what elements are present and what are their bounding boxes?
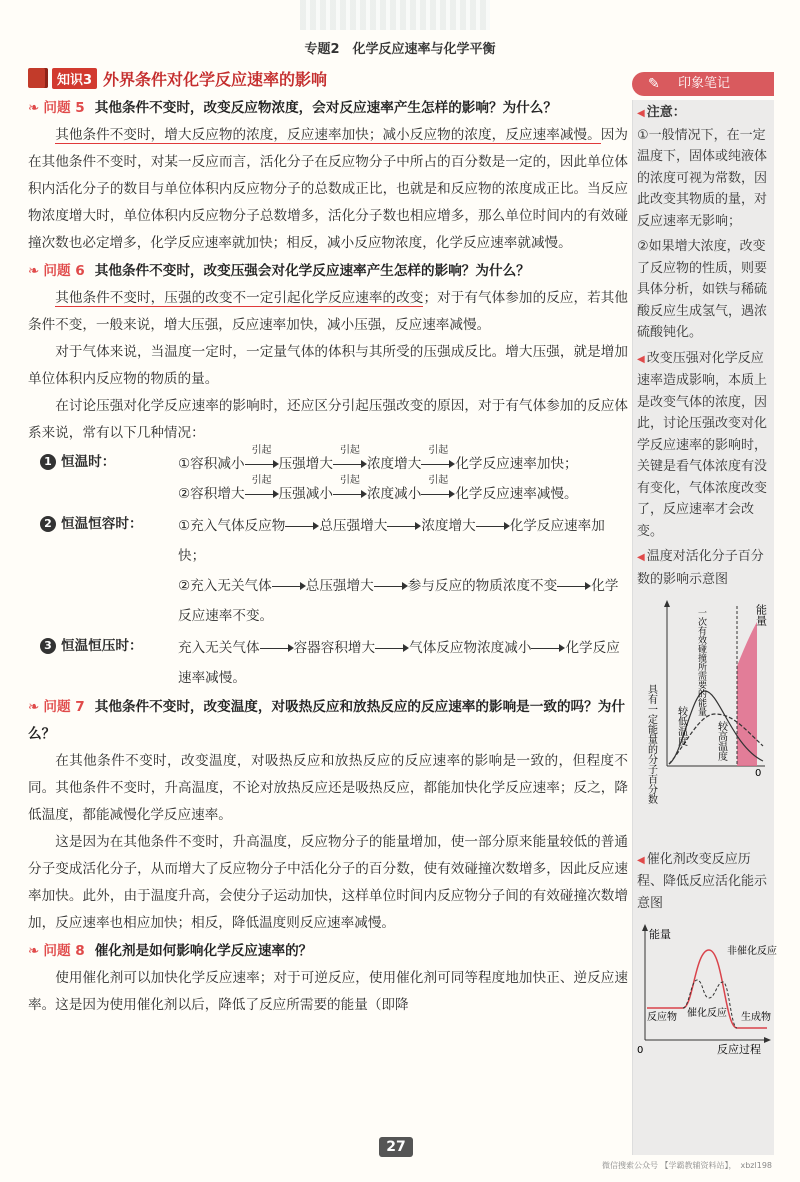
answer-5: 其他条件不变时，增大反应物的浓度，反应速率加快；减小反应物的浓度，反应速率减慢。因为在其他条件不变时，对某一反应而言，活化分子在反应物分子中所占的百分数是一定的，因此单位体积内活化分子的数目与单位体积内反应物分子的总数成正比，也就是和反应物的浓度成正比。当反应物浓度增大时，单位体积内反应物分子总数增多，活化分子数也相应增多，那么单位时间内的有效碰撞次数也必定增多，化学反应速率就加快；相反，减小反应物浓度，化学反应速率就减慢。 bbox=[28, 127, 628, 251]
answer-8-p1: 使用催化剂可以加快化学反应速率；对于可逆反应，使用催化剂可同等程度地加快正、逆反应速率。这是因为使用催化剂以后，降低了反应所需要的能量（即降 bbox=[28, 970, 628, 1013]
fig2-reactant: 反应物 bbox=[647, 1012, 677, 1023]
fig2-origin: 0 bbox=[637, 1045, 644, 1056]
fig1-low-t: 较低温度 bbox=[675, 706, 687, 746]
fig2-ylabel: 能量 bbox=[649, 928, 671, 941]
fig2-caption: ◀ 催化剂改变反应历程、降低反应活化能示意图 bbox=[637, 851, 768, 911]
catalyst-energy-figure bbox=[637, 920, 777, 1056]
fig1-ylabel: 具有一定能量的分子百分数 bbox=[645, 684, 657, 804]
fig1-high-t: 较高温度 bbox=[715, 721, 727, 761]
question-8: ❧ 问题 8 催化剂是如何影响化学反应速率的？ bbox=[28, 943, 313, 959]
answer-6-p2: 对于气体来说，当温度一定时，一定量气体的体积与其所受的压强成反比。增大压强，就是增加单位体积内反应物的物质的量。 bbox=[28, 344, 628, 387]
answer-7-p2: 这是因为在其他条件不变时，升高温度，反应物分子的能量增加，使一部分原来能量较低的普通分子变成活化分子，从而增大了反应物分子中活化分子的百分数，使有效碰撞次数增多，因此反应速率加快。此外，由于温度升高，会使分子运动加快，这样单位时间内反应物分子间的有效碰撞次数增加，反应速率也相应加快；相反，降低温度则反应速率减慢。 bbox=[28, 834, 628, 931]
note-2: ②如果增大浓度，改变了反应物的性质，则要具体分析，如铁与稀硫酸反应生成氢气，遇浓硫酸钝化。 bbox=[637, 239, 768, 340]
answer-6-p1: 其他条件不变时，压强的改变不一定引起化学反应速率的改变；对于有气体参加的反应，若其他条件不变，一般来说，增大压强，反应速率加快，减小压强，反应速率减慢。 bbox=[28, 290, 628, 333]
case-const-t-p: 3 恒温恒压时： 充入无关气体 容器容积增大 气体反应物浓度减小 化学反应速率减慢。 bbox=[28, 633, 628, 693]
fig1-xlabel: 能量 bbox=[754, 604, 768, 626]
answer-7-p1: 在其他条件不变时，改变温度，对吸热反应和放热反应的反应速率的影响是一致的，但程度不同。其他条件不变时，升高温度，不论对放热反应还是吸热反应，都能加快化学反应速率；反之，降低温度，都能减慢化学反应速率。 bbox=[28, 753, 628, 823]
fig1-caption: ◀ 温度对活化分子百分数的影响示意图 bbox=[637, 549, 764, 587]
fig1-origin: 0 bbox=[755, 768, 762, 779]
note-3: ◀ 改变压强对化学反应速率造成影响，本质上是改变气体的浓度，因此，讨论压强改变对化学反应速率的影响时，关键是看气体浓度有没有变化，气体浓度改变了，反应速率才会改变。 bbox=[637, 350, 768, 539]
answer-6-p3: 在讨论压强对化学反应速率的影响时，还应区分引起压强改变的原因，对于有气体参加的反应体系来说，常有以下几种情况： bbox=[28, 398, 628, 441]
case-isothermal: 1 恒温时： ①容积减小 引起 压强增大 引起 浓度增大 引起 化学反应速率加快； ②容积增大 引起 压强减小 引起 浓度减小 引起 化学反应速率减慢。 bbox=[28, 449, 628, 509]
fig2-uncat: 非催化反应 bbox=[727, 946, 777, 957]
case-const-t-v: 2 恒温恒容时： ①充入气体反应物 总压强增大 浓度增大 化学反应速率加快； ②充入无关气体 总压强增大 参与反应的物质浓度不变 化学反应速率不变。 bbox=[28, 511, 628, 631]
leaf-icon: ❧ bbox=[28, 100, 40, 116]
leaf-icon: ❧ bbox=[28, 263, 40, 279]
sidebar-body bbox=[632, 100, 777, 1155]
leaf-icon: ❧ bbox=[28, 943, 40, 959]
fig2-xlabel: 反应过程 bbox=[717, 1043, 761, 1056]
fig2-cat: 催化反应 bbox=[687, 1008, 727, 1019]
note-title: ◀ 注意： bbox=[637, 105, 686, 120]
fig2-product: 生成物 bbox=[741, 1012, 771, 1023]
footer-credit: 微信搜索公众号 【学霸教辅资料站】， xbzl198 bbox=[601, 1161, 772, 1170]
fig1-area: 一次有效碰撞所需要的能量 bbox=[696, 608, 706, 716]
header-decoration bbox=[300, 0, 490, 30]
note-1: ①一般情况下，在一定温度下，固体或纯液体的浓度可视为常数，因此改变其物质的量，对反应速率无影响； bbox=[637, 127, 768, 229]
main-content bbox=[28, 62, 628, 1019]
temperature-distribution-figure bbox=[637, 596, 771, 804]
page-number: 27 bbox=[379, 1137, 413, 1157]
section-heading: 外界条件对化学反应速率的影响 bbox=[103, 69, 328, 89]
book-icon bbox=[28, 68, 48, 88]
section-tag: 知识3 bbox=[52, 68, 97, 89]
question-5: ❧ 问题 5 其他条件不变时，改变反应物浓度，会对反应速率产生怎样的影响？为什么？ bbox=[28, 100, 557, 116]
sidebar-header: ✎ 印象笔记 bbox=[632, 72, 774, 96]
question-7: ❧ 问题 7 其他条件不变时，改变温度，对吸热反应和放热反应的反应速率的影响是一致的吗？为什么？ bbox=[28, 699, 625, 742]
section-title bbox=[28, 62, 628, 94]
leaf-icon: ❧ bbox=[28, 699, 40, 715]
page-header: 专题2 化学反应速率与化学平衡 bbox=[304, 42, 496, 57]
sidebar-notes bbox=[632, 72, 777, 1155]
question-6: ❧ 问题 6 其他条件不变时，改变压强会对化学反应速率产生怎样的影响？为什么？ bbox=[28, 263, 530, 279]
